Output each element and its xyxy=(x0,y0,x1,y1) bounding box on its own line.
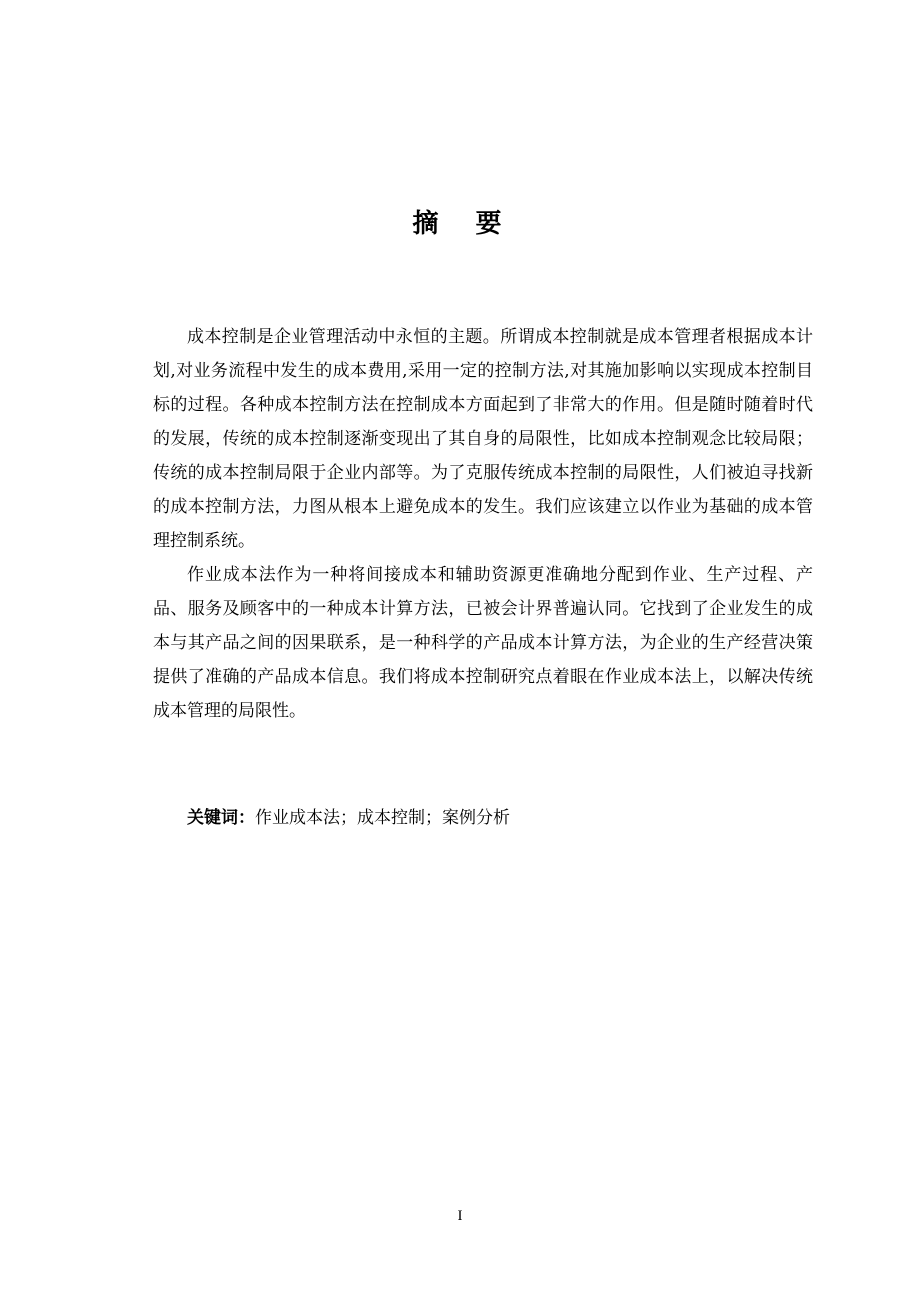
abstract-body xyxy=(153,320,813,728)
abstract-paragraph-1: 成本控制是企业管理活动中永恒的主题。所谓成本控制就是成本管理者根据成本计划,对业务流程中发生的成本费用,采用一定的控制方法,对其施加影响以实现成本控制目标的过程。各种成本控制方法在控制成本方面起到了非常大的作用。但是随时随着时代的发展，传统的成本控制逐渐变现出了其自身的局限性，比如成本控制观念比较局限；传统的成本控制局限于企业内部等。为了克服传统成本控制的局限性，人们被迫寻找新的成本控制方法，力图从根本上避免成本的发生。我们应该建立以作业为基础的成本管理控制系统。 xyxy=(153,327,813,551)
abstract-paragraph-2: 作业成本法作为一种将间接成本和辅助资源更准确地分配到作业、生产过程、产品、服务及顾客中的一种成本计算方法，已被会计界普遍认同。它找到了企业发生的成本与其产品之间的因果联系，是一种科学的产品成本计算方法，为企业的生产经营决策提供了准确的产品成本信息。我们将成本控制研究点着眼在作业成本法上，以解决传统成本管理的局限性。 xyxy=(153,565,813,721)
keywords-value: 作业成本法；成本控制；案例分析 xyxy=(255,808,510,828)
abstract-title: 摘 要 xyxy=(412,209,516,239)
page-number: I xyxy=(457,1208,463,1224)
keywords-label: 关键词： xyxy=(187,808,255,828)
keywords-line xyxy=(153,801,813,835)
